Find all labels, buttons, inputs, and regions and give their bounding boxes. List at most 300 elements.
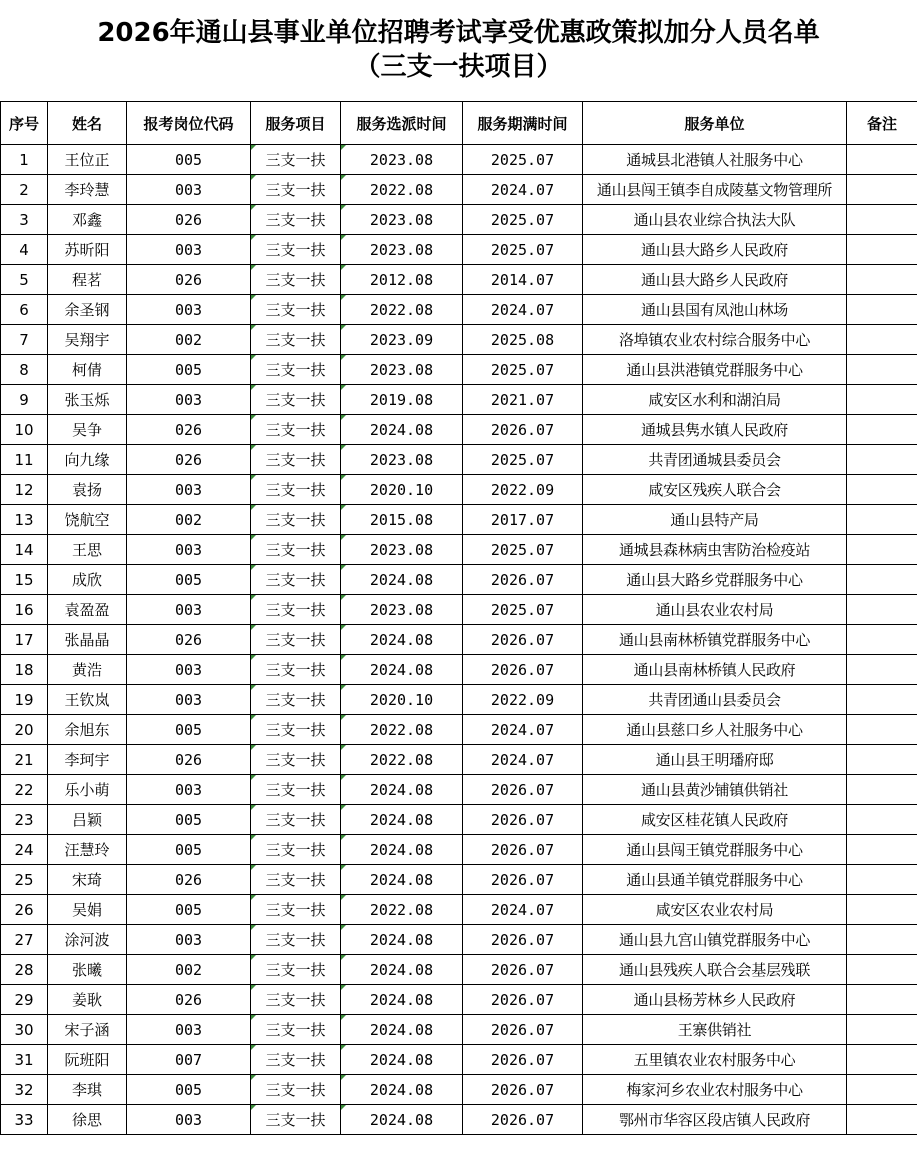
cell-start: 2024.08 [341, 835, 463, 865]
cell-start: 2023.08 [341, 145, 463, 175]
cell-name: 余圣钢 [48, 295, 127, 325]
col-header-name: 姓名 [48, 102, 127, 145]
table-row [1, 1015, 917, 1045]
table-row [1, 595, 917, 625]
table-row [1, 745, 917, 775]
table-row [1, 985, 917, 1015]
cell-start: 2024.08 [341, 565, 463, 595]
cell-start: 2024.08 [341, 805, 463, 835]
cell-code: 003 [127, 775, 251, 805]
cell-no: 21 [1, 745, 48, 775]
table-row [1, 355, 917, 385]
cell-end: 2026.07 [463, 865, 583, 895]
cell-start: 2023.08 [341, 205, 463, 235]
cell-end: 2026.07 [463, 805, 583, 835]
cell-note [847, 505, 917, 535]
table-row [1, 835, 917, 865]
col-header-start: 服务选派时间 [341, 102, 463, 145]
table-row [1, 325, 917, 355]
cell-start: 2024.08 [341, 655, 463, 685]
cell-code: 003 [127, 655, 251, 685]
cell-code: 005 [127, 1075, 251, 1105]
cell-note [847, 1045, 917, 1075]
cell-project: 三支一扶 [251, 775, 341, 805]
cell-note [847, 355, 917, 385]
cell-no: 12 [1, 475, 48, 505]
cell-project: 三支一扶 [251, 895, 341, 925]
table-row [1, 955, 917, 985]
cell-name: 吴娟 [48, 895, 127, 925]
cell-note [847, 205, 917, 235]
table-row [1, 205, 917, 235]
table-row [1, 505, 917, 535]
cell-unit: 通山县南林桥镇党群服务中心 [583, 625, 847, 655]
cell-code: 005 [127, 715, 251, 745]
cell-end: 2025.07 [463, 205, 583, 235]
cell-end: 2024.07 [463, 745, 583, 775]
cell-code: 026 [127, 265, 251, 295]
cell-code: 002 [127, 505, 251, 535]
cell-code: 026 [127, 205, 251, 235]
cell-end: 2025.07 [463, 355, 583, 385]
cell-no: 15 [1, 565, 48, 595]
cell-unit: 通山县九宫山镇党群服务中心 [583, 925, 847, 955]
cell-name: 吕颖 [48, 805, 127, 835]
cell-project: 三支一扶 [251, 1105, 341, 1135]
cell-end: 2026.07 [463, 955, 583, 985]
cell-no: 25 [1, 865, 48, 895]
cell-no: 26 [1, 895, 48, 925]
table-row [1, 1075, 917, 1105]
cell-start: 2024.08 [341, 625, 463, 655]
cell-start: 2020.10 [341, 685, 463, 715]
cell-unit: 通山县大路乡人民政府 [583, 235, 847, 265]
cell-project: 三支一扶 [251, 385, 341, 415]
cell-no: 5 [1, 265, 48, 295]
cell-no: 6 [1, 295, 48, 325]
cell-end: 2026.07 [463, 565, 583, 595]
cell-unit: 通山县特产局 [583, 505, 847, 535]
table-row [1, 685, 917, 715]
cell-note [847, 415, 917, 445]
cell-note [847, 685, 917, 715]
cell-end: 2021.07 [463, 385, 583, 415]
cell-project: 三支一扶 [251, 745, 341, 775]
cell-note [847, 565, 917, 595]
cell-note [847, 775, 917, 805]
cell-start: 2022.08 [341, 895, 463, 925]
table-row [1, 805, 917, 835]
cell-no: 4 [1, 235, 48, 265]
cell-end: 2024.07 [463, 715, 583, 745]
table-row [1, 775, 917, 805]
cell-unit: 咸安区水利和湖泊局 [583, 385, 847, 415]
cell-no: 20 [1, 715, 48, 745]
cell-code: 003 [127, 385, 251, 415]
cell-project: 三支一扶 [251, 325, 341, 355]
cell-no: 17 [1, 625, 48, 655]
cell-end: 2026.07 [463, 835, 583, 865]
cell-end: 2024.07 [463, 895, 583, 925]
col-header-unit: 服务单位 [583, 102, 847, 145]
cell-start: 2024.08 [341, 985, 463, 1015]
table-row [1, 655, 917, 685]
cell-end: 2026.07 [463, 775, 583, 805]
cell-unit: 通山县农业综合执法大队 [583, 205, 847, 235]
cell-project: 三支一扶 [251, 715, 341, 745]
cell-start: 2015.08 [341, 505, 463, 535]
cell-no: 22 [1, 775, 48, 805]
table-row [1, 265, 917, 295]
cell-name: 邓鑫 [48, 205, 127, 235]
cell-project: 三支一扶 [251, 685, 341, 715]
cell-code: 026 [127, 985, 251, 1015]
cell-no: 18 [1, 655, 48, 685]
cell-end: 2025.07 [463, 595, 583, 625]
cell-name: 阮班阳 [48, 1045, 127, 1075]
cell-unit: 鄂州市华容区段店镇人民政府 [583, 1105, 847, 1135]
cell-no: 33 [1, 1105, 48, 1135]
cell-note [847, 985, 917, 1015]
cell-start: 2023.08 [341, 445, 463, 475]
cell-start: 2024.08 [341, 775, 463, 805]
cell-no: 24 [1, 835, 48, 865]
cell-start: 2022.08 [341, 745, 463, 775]
cell-no: 30 [1, 1015, 48, 1045]
cell-note [847, 655, 917, 685]
roster-table [0, 101, 917, 1135]
cell-note [847, 175, 917, 205]
table-row [1, 295, 917, 325]
cell-unit: 梅家河乡农业农村服务中心 [583, 1075, 847, 1105]
cell-code: 005 [127, 145, 251, 175]
cell-name: 李琪 [48, 1075, 127, 1105]
cell-end: 2014.07 [463, 265, 583, 295]
cell-note [847, 805, 917, 835]
cell-code: 003 [127, 535, 251, 565]
cell-start: 2023.08 [341, 535, 463, 565]
table-row [1, 895, 917, 925]
cell-no: 2 [1, 175, 48, 205]
cell-code: 003 [127, 1015, 251, 1045]
document-title: 2026年通山县事业单位招聘考试享受优惠政策拟加分人员名单 [97, 18, 820, 48]
cell-note [847, 1015, 917, 1045]
cell-no: 9 [1, 385, 48, 415]
cell-project: 三支一扶 [251, 955, 341, 985]
cell-name: 徐思 [48, 1105, 127, 1135]
cell-unit: 通城县森林病虫害防治检疫站 [583, 535, 847, 565]
cell-name: 王位正 [48, 145, 127, 175]
cell-code: 007 [127, 1045, 251, 1075]
cell-note [847, 595, 917, 625]
cell-end: 2026.07 [463, 655, 583, 685]
cell-unit: 通山县大路乡人民政府 [583, 265, 847, 295]
cell-name: 吴翔宇 [48, 325, 127, 355]
cell-end: 2017.07 [463, 505, 583, 535]
cell-note [847, 535, 917, 565]
cell-name: 黄浩 [48, 655, 127, 685]
cell-unit: 通山县洪港镇党群服务中心 [583, 355, 847, 385]
cell-name: 成欣 [48, 565, 127, 595]
cell-code: 003 [127, 595, 251, 625]
cell-name: 李玲慧 [48, 175, 127, 205]
table-row [1, 625, 917, 655]
cell-name: 张晶晶 [48, 625, 127, 655]
cell-end: 2026.07 [463, 415, 583, 445]
cell-no: 27 [1, 925, 48, 955]
cell-name: 李珂宇 [48, 745, 127, 775]
cell-project: 三支一扶 [251, 205, 341, 235]
table-row [1, 565, 917, 595]
cell-name: 张曦 [48, 955, 127, 985]
cell-note [847, 715, 917, 745]
cell-no: 29 [1, 985, 48, 1015]
cell-no: 10 [1, 415, 48, 445]
cell-unit: 通山县通羊镇党群服务中心 [583, 865, 847, 895]
cell-project: 三支一扶 [251, 235, 341, 265]
cell-end: 2026.07 [463, 1075, 583, 1105]
cell-no: 14 [1, 535, 48, 565]
cell-start: 2024.08 [341, 1105, 463, 1135]
cell-unit: 通城县隽水镇人民政府 [583, 415, 847, 445]
cell-code: 026 [127, 415, 251, 445]
cell-project: 三支一扶 [251, 1075, 341, 1105]
cell-code: 005 [127, 355, 251, 385]
cell-note [847, 445, 917, 475]
cell-end: 2025.07 [463, 145, 583, 175]
cell-end: 2026.07 [463, 1105, 583, 1135]
table-row [1, 175, 917, 205]
cell-project: 三支一扶 [251, 265, 341, 295]
cell-unit: 咸安区农业农村局 [583, 895, 847, 925]
cell-end: 2026.07 [463, 625, 583, 655]
cell-end: 2024.07 [463, 175, 583, 205]
cell-note [847, 1075, 917, 1105]
cell-code: 002 [127, 955, 251, 985]
cell-note [847, 235, 917, 265]
cell-code: 005 [127, 835, 251, 865]
cell-unit: 五里镇农业农村服务中心 [583, 1045, 847, 1075]
table-row [1, 925, 917, 955]
cell-project: 三支一扶 [251, 595, 341, 625]
cell-name: 汪慧玲 [48, 835, 127, 865]
cell-unit: 咸安区残疾人联合会 [583, 475, 847, 505]
cell-start: 2024.08 [341, 925, 463, 955]
cell-unit: 通山县闯王镇党群服务中心 [583, 835, 847, 865]
cell-unit: 通山县王明璠府邸 [583, 745, 847, 775]
cell-note [847, 925, 917, 955]
cell-name: 程茗 [48, 265, 127, 295]
cell-no: 28 [1, 955, 48, 985]
cell-code: 003 [127, 295, 251, 325]
cell-note [847, 145, 917, 175]
cell-note [847, 865, 917, 895]
cell-name: 涂河波 [48, 925, 127, 955]
cell-note [847, 295, 917, 325]
cell-unit: 通山县大路乡党群服务中心 [583, 565, 847, 595]
cell-code: 003 [127, 685, 251, 715]
cell-code: 026 [127, 445, 251, 475]
cell-project: 三支一扶 [251, 505, 341, 535]
col-header-code: 报考岗位代码 [127, 102, 251, 145]
cell-name: 饶航空 [48, 505, 127, 535]
cell-project: 三支一扶 [251, 835, 341, 865]
cell-unit: 洛埠镇农业农村综合服务中心 [583, 325, 847, 355]
cell-start: 2024.08 [341, 955, 463, 985]
cell-start: 2023.08 [341, 595, 463, 625]
cell-code: 026 [127, 745, 251, 775]
cell-start: 2024.08 [341, 1015, 463, 1045]
cell-start: 2023.09 [341, 325, 463, 355]
cell-code: 026 [127, 625, 251, 655]
cell-name: 袁扬 [48, 475, 127, 505]
cell-note [847, 895, 917, 925]
document-subtitle: （三支一扶项目） [354, 52, 563, 82]
cell-end: 2026.07 [463, 985, 583, 1015]
cell-note [847, 625, 917, 655]
cell-no: 23 [1, 805, 48, 835]
cell-no: 7 [1, 325, 48, 355]
cell-code: 005 [127, 565, 251, 595]
cell-name: 王思 [48, 535, 127, 565]
cell-start: 2019.08 [341, 385, 463, 415]
cell-name: 苏昕阳 [48, 235, 127, 265]
cell-note [847, 1105, 917, 1135]
cell-project: 三支一扶 [251, 655, 341, 685]
cell-project: 三支一扶 [251, 295, 341, 325]
cell-end: 2026.07 [463, 925, 583, 955]
cell-project: 三支一扶 [251, 985, 341, 1015]
cell-project: 三支一扶 [251, 145, 341, 175]
col-header-note: 备注 [847, 102, 917, 145]
cell-unit: 咸安区桂花镇人民政府 [583, 805, 847, 835]
cell-name: 袁盈盈 [48, 595, 127, 625]
cell-project: 三支一扶 [251, 355, 341, 385]
table-row [1, 1045, 917, 1075]
cell-name: 余旭东 [48, 715, 127, 745]
cell-name: 姜耿 [48, 985, 127, 1015]
cell-end: 2024.07 [463, 295, 583, 325]
cell-no: 3 [1, 205, 48, 235]
cell-start: 2024.08 [341, 1045, 463, 1075]
cell-no: 8 [1, 355, 48, 385]
cell-name: 柯倩 [48, 355, 127, 385]
cell-start: 2024.08 [341, 415, 463, 445]
cell-start: 2022.08 [341, 175, 463, 205]
cell-end: 2025.07 [463, 445, 583, 475]
cell-no: 11 [1, 445, 48, 475]
cell-end: 2022.09 [463, 475, 583, 505]
cell-project: 三支一扶 [251, 565, 341, 595]
cell-code: 003 [127, 925, 251, 955]
cell-unit: 通山县农业农村局 [583, 595, 847, 625]
cell-project: 三支一扶 [251, 475, 341, 505]
table-row [1, 385, 917, 415]
table-row [1, 535, 917, 565]
cell-project: 三支一扶 [251, 1015, 341, 1045]
cell-project: 三支一扶 [251, 175, 341, 205]
cell-name: 吴争 [48, 415, 127, 445]
cell-start: 2024.08 [341, 1075, 463, 1105]
cell-project: 三支一扶 [251, 1045, 341, 1075]
cell-name: 宋子涵 [48, 1015, 127, 1045]
cell-note [847, 325, 917, 355]
cell-name: 乐小萌 [48, 775, 127, 805]
cell-project: 三支一扶 [251, 535, 341, 565]
col-header-project: 服务项目 [251, 102, 341, 145]
cell-code: 003 [127, 475, 251, 505]
table-row [1, 415, 917, 445]
cell-code: 003 [127, 175, 251, 205]
cell-project: 三支一扶 [251, 805, 341, 835]
cell-note [847, 955, 917, 985]
cell-unit: 共青团通城县委员会 [583, 445, 847, 475]
table-row [1, 715, 917, 745]
cell-unit: 通山县杨芳林乡人民政府 [583, 985, 847, 1015]
table-row [1, 145, 917, 175]
cell-start: 2020.10 [341, 475, 463, 505]
document-title-block [0, 0, 917, 100]
cell-code: 026 [127, 865, 251, 895]
cell-note [847, 475, 917, 505]
cell-start: 2024.08 [341, 865, 463, 895]
col-header-end: 服务期满时间 [463, 102, 583, 145]
cell-project: 三支一扶 [251, 625, 341, 655]
col-header-no: 序号 [1, 102, 48, 145]
cell-project: 三支一扶 [251, 445, 341, 475]
table-row [1, 445, 917, 475]
table-row [1, 475, 917, 505]
cell-end: 2026.07 [463, 1015, 583, 1045]
cell-start: 2022.08 [341, 295, 463, 325]
cell-no: 1 [1, 145, 48, 175]
cell-code: 002 [127, 325, 251, 355]
cell-project: 三支一扶 [251, 415, 341, 445]
cell-code: 003 [127, 1105, 251, 1135]
table-row [1, 865, 917, 895]
cell-end: 2022.09 [463, 685, 583, 715]
cell-code: 005 [127, 895, 251, 925]
cell-note [847, 745, 917, 775]
cell-end: 2025.08 [463, 325, 583, 355]
cell-unit: 通山县残疾人联合会基层残联 [583, 955, 847, 985]
cell-name: 王钦岚 [48, 685, 127, 715]
cell-unit: 共青团通山县委员会 [583, 685, 847, 715]
cell-end: 2026.07 [463, 1045, 583, 1075]
cell-name: 张玉烁 [48, 385, 127, 415]
cell-start: 2012.08 [341, 265, 463, 295]
cell-no: 32 [1, 1075, 48, 1105]
table-row [1, 235, 917, 265]
table-body [1, 145, 917, 1135]
table-row [1, 1105, 917, 1135]
cell-code: 005 [127, 805, 251, 835]
cell-project: 三支一扶 [251, 865, 341, 895]
cell-note [847, 385, 917, 415]
cell-unit: 通山县南林桥镇人民政府 [583, 655, 847, 685]
cell-name: 向九缘 [48, 445, 127, 475]
cell-unit: 通山县慈口乡人社服务中心 [583, 715, 847, 745]
cell-unit: 通山县国有凤池山林场 [583, 295, 847, 325]
cell-start: 2023.08 [341, 235, 463, 265]
cell-code: 003 [127, 235, 251, 265]
cell-unit: 通城县北港镇人社服务中心 [583, 145, 847, 175]
cell-unit: 王寨供销社 [583, 1015, 847, 1045]
cell-unit: 通山县闯王镇李自成陵墓文物管理所 [583, 175, 847, 205]
cell-no: 13 [1, 505, 48, 535]
cell-end: 2025.07 [463, 535, 583, 565]
cell-no: 31 [1, 1045, 48, 1075]
